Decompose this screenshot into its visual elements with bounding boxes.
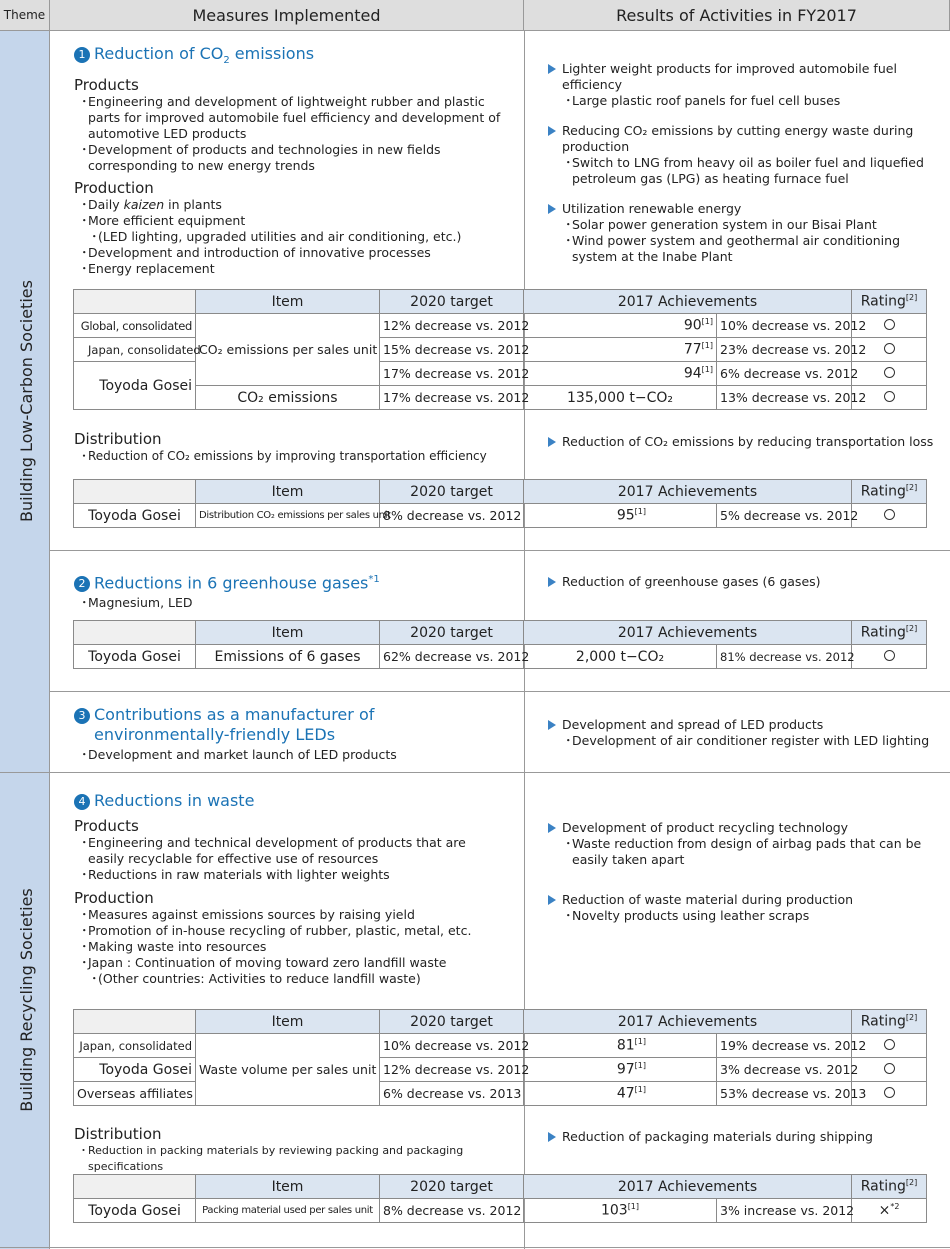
bullet: ・ Development and market launch of LED products xyxy=(74,747,519,763)
title-text: Reductions in waste xyxy=(94,791,255,810)
bullet: ・ Making waste into resources xyxy=(74,939,519,955)
header-rating xyxy=(852,480,927,504)
change-cell: 6% decrease vs. 2012 xyxy=(717,362,852,386)
theme-recycling xyxy=(0,773,50,1249)
entity-cell: Toyoda Gosei xyxy=(74,362,196,410)
bullet: ・ Reduction in packing materials by reviewing packing and packaging specifications xyxy=(74,1143,522,1175)
rating-cell xyxy=(852,1058,927,1082)
change-cell: 13% decrease vs. 2012 xyxy=(717,386,852,410)
bullet: ・ Engineering and technical development of products that are easily recyclable for effective use of resources xyxy=(74,835,504,867)
table-header-row xyxy=(74,480,927,504)
waste-table xyxy=(73,1009,927,1106)
value-cell xyxy=(524,338,717,362)
value-cell xyxy=(524,362,717,386)
text: (LED lighting, upgraded utilities and air conditioning, etc.) xyxy=(98,229,462,245)
entity-cell: Toyoda Gosei xyxy=(74,1058,196,1082)
result-title: Lighter weight products for improved automobile fuel efficiency xyxy=(548,61,933,93)
rating-circle-icon xyxy=(884,391,895,402)
target-cell: 12% decrease vs. 2012 xyxy=(380,1058,524,1082)
products-heading: Products xyxy=(74,817,139,835)
rating-cell xyxy=(852,504,927,528)
number-badge: 1 xyxy=(74,47,90,63)
title-text: Contributions as a manufacturer of xyxy=(94,705,375,724)
value-cell: 2,000 t−CO₂ xyxy=(524,645,717,669)
co2-table xyxy=(73,289,927,410)
result-item: ・ Large plastic roof panels for fuel cell buses xyxy=(548,93,933,109)
header-rating xyxy=(852,1010,927,1034)
bullet: ・ Engineering and development of lightweight rubber and plastic parts for improved automobile fuel efficiency and development of automotive LED products xyxy=(74,94,514,142)
rating-circle-icon xyxy=(884,650,895,661)
bullet: ・ Measures against emissions sources by raising yield xyxy=(74,907,519,923)
item-cell: CO₂ emissions xyxy=(196,386,380,410)
target-cell: 8% decrease vs. 2012 xyxy=(380,504,524,528)
table-row xyxy=(74,314,927,338)
production-heading: Production xyxy=(74,179,154,198)
entity-cell: Global, consolidated xyxy=(74,314,196,338)
rating-circle-icon xyxy=(884,1063,895,1074)
change-cell: 10% decrease vs. 2012 xyxy=(717,314,852,338)
table-row xyxy=(74,645,927,669)
text: Daily xyxy=(88,197,124,213)
production-heading: Production xyxy=(74,889,154,907)
result-title: Development and spread of LED products xyxy=(548,717,938,733)
result-item: ・ Waste reduction from design of airbag pads that can be easily taken apart xyxy=(548,836,938,868)
value-cell xyxy=(524,1034,717,1058)
rating-circle-icon xyxy=(884,367,895,378)
section-co2 xyxy=(74,44,514,277)
rating-label: Rating xyxy=(860,293,906,310)
rating-ref: [2] xyxy=(905,624,918,634)
table-header-row xyxy=(74,621,927,645)
result-item: ・ Solar power generation system in our Bisai Plant xyxy=(548,217,933,233)
header-item: Item xyxy=(196,1175,380,1199)
header-achievements: 2017 Achievements xyxy=(524,1010,852,1034)
ref: [1] xyxy=(634,1037,646,1047)
entity-cell: Overseas affiliates xyxy=(74,1082,196,1106)
results-co2 xyxy=(548,61,933,265)
header-item: Item xyxy=(196,1010,380,1034)
theme-header xyxy=(0,0,50,31)
change-cell: 5% decrease vs. 2012 xyxy=(717,504,852,528)
blank-cell xyxy=(74,290,196,314)
item-cell: Distribution CO₂ emissions per sales unit xyxy=(196,504,380,528)
bullet: ・ More efficient equipment xyxy=(74,213,514,229)
results-waste xyxy=(548,820,938,924)
result-title: Utilization renewable energy xyxy=(548,201,933,217)
theme-low-carbon xyxy=(0,31,50,772)
title-sub: 2 xyxy=(223,55,230,67)
distribution-heading: Distribution xyxy=(74,430,162,448)
theme-low-carbon-label: Building Low-Carbon Societies xyxy=(17,280,36,522)
rating-label: Rating xyxy=(860,1013,906,1030)
rating-note: *2 xyxy=(890,1202,900,1212)
bullet-continuation xyxy=(74,229,514,245)
rating-cross: × xyxy=(878,1202,891,1219)
section-title-led-line2: environmentally-friendly LEDs xyxy=(94,725,336,744)
value: 47 xyxy=(616,1085,635,1102)
result-title: Reduction of greenhouse gases (6 gases) xyxy=(548,574,938,590)
result-item: ・ Development of air conditioner register with LED lighting xyxy=(548,733,938,749)
rating-circle-icon xyxy=(884,1087,895,1098)
change-cell: 3% increase vs. 2012 xyxy=(717,1199,852,1223)
blank-cell xyxy=(74,621,196,645)
theme-header-label: Theme xyxy=(3,8,46,22)
result-title: Reduction of CO₂ emissions by reducing transportation loss xyxy=(548,434,943,450)
section-divider-1 xyxy=(50,550,950,551)
change-cell: 81% decrease vs. 2012 xyxy=(717,645,852,669)
value-cell xyxy=(524,504,717,528)
header-target: 2020 target xyxy=(380,480,524,504)
rating-ref: [2] xyxy=(905,1013,918,1023)
section-led xyxy=(74,705,519,763)
text: in plants xyxy=(164,197,222,213)
value: 81 xyxy=(616,1037,635,1054)
title-part: Reduction of CO xyxy=(94,44,224,63)
number-badge: 2 xyxy=(74,576,90,592)
bullet: ・ Development of products and technologies in new fields corresponding to new energy trends xyxy=(74,142,514,174)
bullet-continuation xyxy=(74,971,519,987)
bullet: ・ Japan : Continuation of moving toward zero landfill waste xyxy=(74,955,519,971)
target-cell: 12% decrease vs. 2012 xyxy=(380,314,524,338)
entity-cell: Japan, consolidated xyxy=(74,338,196,362)
section-title-co2 xyxy=(74,44,514,71)
value: 97 xyxy=(616,1061,635,1078)
rating-circle-icon xyxy=(884,343,895,354)
ref: [1] xyxy=(627,1202,640,1212)
results-header xyxy=(524,0,950,31)
title-text: Reductions in 6 greenhouse gases xyxy=(94,573,369,593)
blank-cell xyxy=(74,1010,196,1034)
greenhouse-table xyxy=(73,620,927,669)
rating-label: Rating xyxy=(860,624,906,641)
theme-divider xyxy=(0,772,950,773)
item-cell: Emissions of 6 gases xyxy=(196,645,380,669)
value-cell xyxy=(524,314,717,338)
section-title-led xyxy=(74,705,519,725)
target-cell: 62% decrease vs. 2012 xyxy=(380,645,524,669)
rating-ref: [2] xyxy=(905,1178,918,1188)
header-rating xyxy=(852,621,927,645)
section-waste xyxy=(74,791,519,987)
title-part: emissions xyxy=(229,44,315,63)
header-target: 2020 target xyxy=(380,290,524,314)
item-cell: CO₂ emissions per sales unit xyxy=(196,314,380,386)
text: (Other countries: Activities to reduce landfill waste) xyxy=(98,971,421,986)
rating-label: Rating xyxy=(860,1178,906,1195)
text-italic: kaizen xyxy=(123,197,165,213)
section-greenhouse xyxy=(74,570,519,611)
value: 90 xyxy=(683,317,702,334)
item-cell: Waste volume per sales unit xyxy=(196,1034,380,1106)
result-title: Reducing CO₂ emissions by cutting energy waste during production xyxy=(548,123,933,155)
value: 103 xyxy=(600,1202,628,1219)
value: 77 xyxy=(683,341,702,358)
distribution-result-waste xyxy=(548,1129,938,1145)
theme-recycling-label: Building Recycling Societies xyxy=(17,888,36,1112)
header-target: 2020 target xyxy=(380,1175,524,1199)
target-cell: 17% decrease vs. 2012 xyxy=(380,362,524,386)
header-rating xyxy=(852,290,927,314)
ref: [1] xyxy=(634,1085,646,1095)
bullet: ・ Energy replacement xyxy=(74,261,514,277)
change-cell: 19% decrease vs. 2012 xyxy=(717,1034,852,1058)
table-header-row xyxy=(74,1175,927,1199)
change-cell: 3% decrease vs. 2012 xyxy=(717,1058,852,1082)
header-target: 2020 target xyxy=(380,1010,524,1034)
number-badge: 3 xyxy=(74,708,90,724)
entity-cell: Toyoda Gosei xyxy=(74,1199,196,1223)
result-item: ・ Switch to LNG from heavy oil as boiler fuel and liquefied petroleum gas (LPG) as heating furnace fuel xyxy=(548,155,933,187)
rating-circle-icon xyxy=(884,319,895,330)
bullet: ・ Reductions in raw materials with lighter weights xyxy=(74,867,519,883)
section-title-greenhouse xyxy=(74,570,519,593)
distribution-co2 xyxy=(74,430,519,464)
table-row xyxy=(74,1034,927,1058)
table-header-row xyxy=(74,290,927,314)
packing-table xyxy=(73,1174,927,1223)
value-cell: 135,000 t−CO₂ xyxy=(524,386,717,410)
header-item: Item xyxy=(196,290,380,314)
rating-circle-icon xyxy=(884,509,895,520)
header-item: Item xyxy=(196,480,380,504)
section-divider-2 xyxy=(50,691,950,692)
table-row xyxy=(74,1199,927,1223)
value: 94 xyxy=(683,365,702,382)
header-rating xyxy=(852,1175,927,1199)
entity-cell: Toyoda Gosei xyxy=(74,504,196,528)
ref: [1] xyxy=(634,1061,646,1071)
result-title: Reduction of waste material during production xyxy=(548,892,938,908)
distribution-table xyxy=(73,479,927,528)
entity-cell: Japan, consolidated xyxy=(74,1034,196,1058)
value: 95 xyxy=(616,507,635,524)
rating-ref: [2] xyxy=(905,293,918,303)
section-title-waste xyxy=(74,791,519,811)
number-badge: 4 xyxy=(74,794,90,810)
header-item: Item xyxy=(196,621,380,645)
distribution-result-co2 xyxy=(548,434,943,450)
target-cell: 10% decrease vs. 2012 xyxy=(380,1034,524,1058)
header-target: 2020 target xyxy=(380,621,524,645)
item-cell: Packing material used per sales unit xyxy=(196,1199,380,1223)
target-cell: 8% decrease vs. 2012 xyxy=(380,1199,524,1223)
target-cell: 15% decrease vs. 2012 xyxy=(380,338,524,362)
value-cell xyxy=(524,1082,717,1106)
header-achievements: 2017 Achievements xyxy=(524,480,852,504)
bullet: ・ Magnesium, LED xyxy=(74,595,519,611)
header-achievements: 2017 Achievements xyxy=(524,1175,852,1199)
result-greenhouse xyxy=(548,574,938,590)
value-cell xyxy=(524,1058,717,1082)
header-achievements: 2017 Achievements xyxy=(524,621,852,645)
bullet: ・ Reduction of CO₂ emissions by improving transportation efficiency xyxy=(74,448,519,464)
distribution-waste xyxy=(74,1125,522,1175)
measures-header-label: Measures Implemented xyxy=(192,5,381,25)
target-cell: 17% decrease vs. 2012 xyxy=(380,386,524,410)
rating-circle-icon xyxy=(884,1039,895,1050)
result-item: ・ Novelty products using leather scraps xyxy=(548,908,938,924)
change-cell: 23% decrease vs. 2012 xyxy=(717,338,852,362)
value-cell xyxy=(524,1199,717,1223)
ref: [1] xyxy=(701,365,713,375)
change-cell: 53% decrease vs. 2013 xyxy=(717,1082,852,1106)
results-led xyxy=(548,717,938,749)
rating-cell xyxy=(852,1199,927,1223)
ref: [1] xyxy=(701,341,713,351)
bullet xyxy=(74,197,514,213)
results-header-label: Results of Activities in FY2017 xyxy=(616,5,857,25)
table-row xyxy=(74,504,927,528)
bullet: ・ Development and introduction of innovative processes xyxy=(74,245,514,261)
measures-header xyxy=(50,0,524,31)
rating-cell xyxy=(852,362,927,386)
result-item: ・ Wind power system and geothermal air conditioning system at the Inabe Plant xyxy=(548,233,933,265)
target-cell: 6% decrease vs. 2013 xyxy=(380,1082,524,1106)
bottom-border xyxy=(0,1247,950,1248)
title-note: *1 xyxy=(368,574,380,585)
table-header-row xyxy=(74,1010,927,1034)
entity-cell: Toyoda Gosei xyxy=(74,645,196,669)
result-title: Reduction of packaging materials during shipping xyxy=(548,1129,938,1145)
ref: [1] xyxy=(634,507,646,517)
ref: [1] xyxy=(701,317,713,327)
rating-cell xyxy=(852,645,927,669)
distribution-heading: Distribution xyxy=(74,1125,162,1143)
header-achievements: 2017 Achievements xyxy=(524,290,852,314)
blank-cell xyxy=(74,480,196,504)
bullet: ・ Promotion of in-house recycling of rubber, plastic, metal, etc. xyxy=(74,923,519,939)
rating-ref: [2] xyxy=(905,483,918,493)
products-heading: Products xyxy=(74,76,139,95)
rating-label: Rating xyxy=(860,483,906,500)
result-title: Development of product recycling technology xyxy=(548,820,938,836)
table-row xyxy=(74,386,927,410)
blank-cell xyxy=(74,1175,196,1199)
